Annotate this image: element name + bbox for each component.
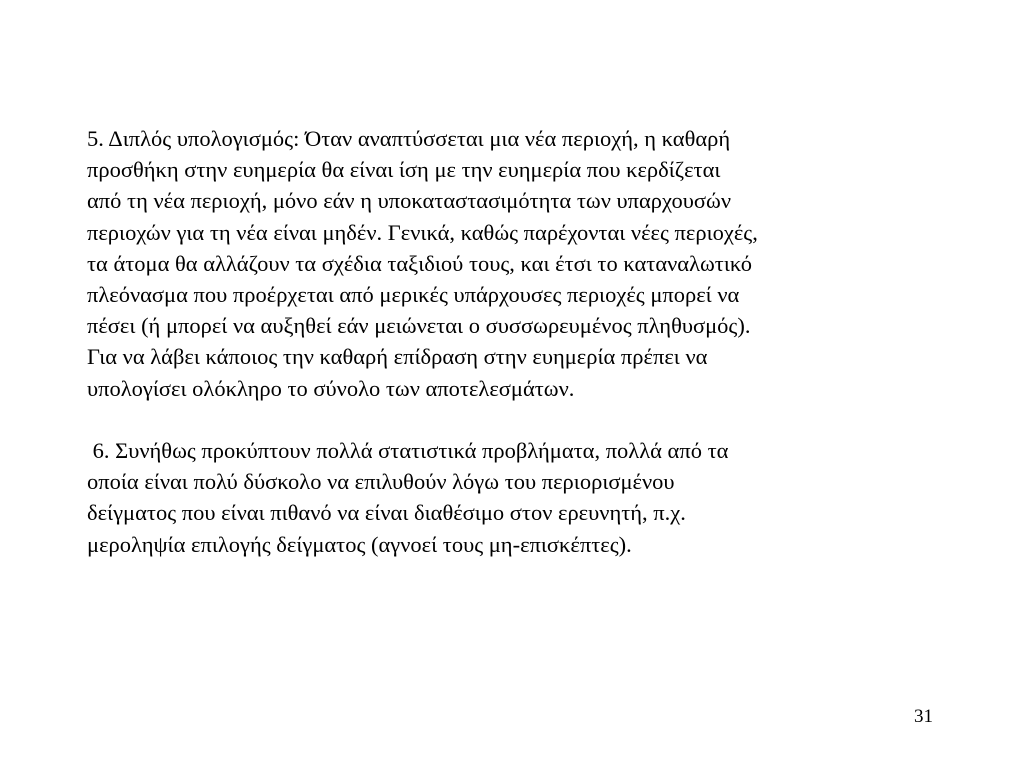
text-line: προσθήκη στην ευημερία θα είναι ίση με την ευημερία που κερδίζεται bbox=[87, 157, 721, 183]
text-line: μεροληψία επιλογής δείγματος (αγνοεί τους μη-επισκέπτες). bbox=[87, 531, 632, 557]
text-line: οποία είναι πολύ δύσκολο να επιλυθούν λόγω του περιορισμένου bbox=[87, 469, 675, 495]
text-line: πλεόνασμα που προέρχεται από μερικές υπάρχουσες περιοχές μπορεί να bbox=[87, 282, 740, 308]
text-line: υπολογίσει ολόκληρο το σύνολο των αποτελεσμάτων. bbox=[87, 375, 575, 401]
page-number: 31 bbox=[914, 706, 933, 727]
text-line: 5. Διπλός υπολογισμός: Όταν αναπτύσσεται μια νέα περιοχή, η καθαρή bbox=[87, 126, 731, 151]
paragraph-statistical-problems bbox=[87, 435, 957, 560]
text-line: δείγματος που είναι πιθανό να είναι διαθέσιμο στον ερευνητή, π.χ. bbox=[87, 500, 686, 526]
text-line: από τη νέα περιοχή, μόνο εάν η υποκαταστασιμότητα των υπαρχουσών bbox=[87, 188, 732, 214]
text-line: 6. Συνήθως προκύπτουν πολλά στατιστικά προβλήματα, πολλά από τα bbox=[87, 438, 729, 464]
paragraph-double-counting bbox=[87, 123, 957, 404]
text-line: πέσει (ή μπορεί να αυξηθεί εάν μειώνεται ο συσσωρευμένος πληθυσμός). bbox=[87, 313, 751, 339]
text-line: περιοχών για τη νέα είναι μηδέν. Γενικά, καθώς παρέχονται νέες περιοχές, bbox=[87, 219, 758, 245]
text-line: τα άτομα θα αλλάζουν τα σχέδια ταξιδιού τους, και έτσι το καταναλωτικό bbox=[87, 250, 752, 276]
paragraph-spacer bbox=[87, 404, 957, 435]
text-line: Για να λάβει κάποιος την καθαρή επίδραση στην ευημερία πρέπει να bbox=[87, 344, 708, 370]
slide-body-text bbox=[87, 123, 957, 560]
